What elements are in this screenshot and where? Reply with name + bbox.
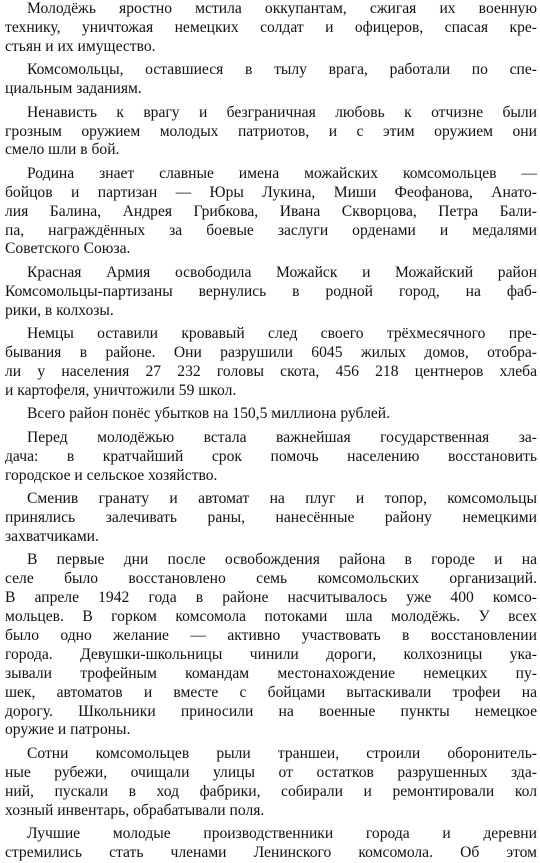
text-line: Перед молодёжью встала важнейшая государственная за-	[27, 428, 537, 446]
paragraph	[5, 165, 537, 259]
text-line: захватчиками.	[5, 527, 99, 545]
text-line: Комсомольцы, оставшиеся в тылу врага, работали по спе-	[27, 61, 537, 79]
text-line: ли у населения 27 232 головы скота, 456 218 центнеров хлеба	[5, 363, 537, 380]
text-line: Сменив гранату и автомат на плуг и топор, комсомольцы	[27, 490, 537, 508]
text-line: грозным оружием молодых патриотов, и с этим оружием они	[5, 122, 537, 140]
text-body	[5, 0, 537, 863]
text-line: стьян и их имущество.	[5, 37, 156, 55]
paragraph	[5, 745, 537, 821]
text-line: дача: в кратчайший срок помочь населению восстановить	[5, 447, 537, 465]
text-line: шек, автоматов и вместе с бойцами вытаскивали трофеи на	[5, 683, 537, 701]
paragraph	[5, 264, 537, 321]
text-line: Ненависть к врагу и безграничная любовь к отчизне были	[27, 103, 537, 121]
text-line: циальным заданиям.	[5, 80, 142, 98]
text-line: Молодёжь яростно мстила оккупантам, сжигая их военную	[27, 0, 537, 17]
text-line: бывания в районе. Они разрушили 6045 жилых домов, отобра-	[5, 344, 537, 362]
paragraph	[5, 825, 537, 863]
text-line: Родина знает славные имена можайских комсомольцев —	[27, 164, 537, 182]
text-line: Комсомольцы-партизаны вернулись в родной город, на фаб-	[5, 282, 537, 300]
text-line: принялись залечивать раны, нанесённые району немецкими	[5, 509, 537, 527]
text-line: па, награждённых за боевые заслуги орденами и медалями	[5, 221, 537, 239]
text-line: мольцев. В горком комсомола потоками шла молодёжь. У всех	[5, 608, 537, 626]
text-line: Сотни комсомольцев рыли траншеи, строили оборонитель-	[27, 744, 537, 762]
text-line: стремились стать членами Ленинского комсомола. Об этом	[5, 843, 537, 861]
text-line: хозный инвентарь, обрабатывали поля.	[5, 801, 265, 819]
text-line: и картофеля, уничтожили 59 школ.	[5, 381, 237, 399]
text-line: смело шли в бой.	[5, 141, 120, 159]
paragraph	[5, 325, 537, 401]
paragraph	[5, 104, 537, 161]
paragraph	[5, 490, 537, 547]
text-line: Немцы оставили кровавый след своего трёхмесячного пре-	[27, 325, 537, 343]
paragraph	[5, 405, 537, 424]
text-line: городское и сельское хозяйство.	[5, 466, 218, 484]
text-line: Советского Союза.	[5, 240, 131, 258]
paragraph	[5, 551, 537, 740]
text-line: Красная Армия освободила Можайск и Можайский район	[27, 263, 537, 281]
text-line: оружие и патроны.	[5, 721, 131, 739]
text-line: Всего район понёс убытков на 150,5 миллиона рублей.	[27, 405, 391, 423]
text-line: дорогу. Школьники приносили на военные пункты немецкое	[5, 702, 537, 720]
paragraph	[5, 429, 537, 486]
text-line: В первые дни после освобождения района в городе и на	[27, 551, 537, 569]
text-line: лия Балина, Андрея Грибкова, Ивана Скворцова, Петра Бали-	[5, 202, 537, 220]
text-line: ные рубежи, очищали улицы от остатков разрушенных зда-	[5, 763, 537, 781]
text-line: селе было восстановлено семь комсомольских организаций.	[5, 570, 537, 588]
text-line: рики, в колхозы.	[5, 301, 114, 319]
text-line: города. Девушки-школьницы чинили дороги, колхозницы ука-	[5, 645, 537, 663]
paragraph	[5, 0, 537, 57]
document-page	[5, 0, 537, 861]
paragraph	[5, 61, 537, 99]
text-line: ний, пускали в ход фабрики, собирали и ремонтировали кол	[5, 782, 537, 800]
text-line: В апреле 1942 года в районе насчитывалось уже 400 комсо-	[5, 589, 537, 607]
text-line: зывали трофейным командам местонахождение немецких пу-	[5, 664, 537, 682]
text-line: технику, уничтожая немецких солдат и офицеров, спасая кре-	[5, 18, 537, 36]
text-line: Лучшие молодые производственники города и деревни	[27, 825, 537, 843]
text-line: бойцов и партизан — Юры Лукина, Миши Феофанова, Анато-	[5, 183, 537, 201]
text-line: было одно желание — активно участвовать в восстановлении	[5, 626, 537, 644]
